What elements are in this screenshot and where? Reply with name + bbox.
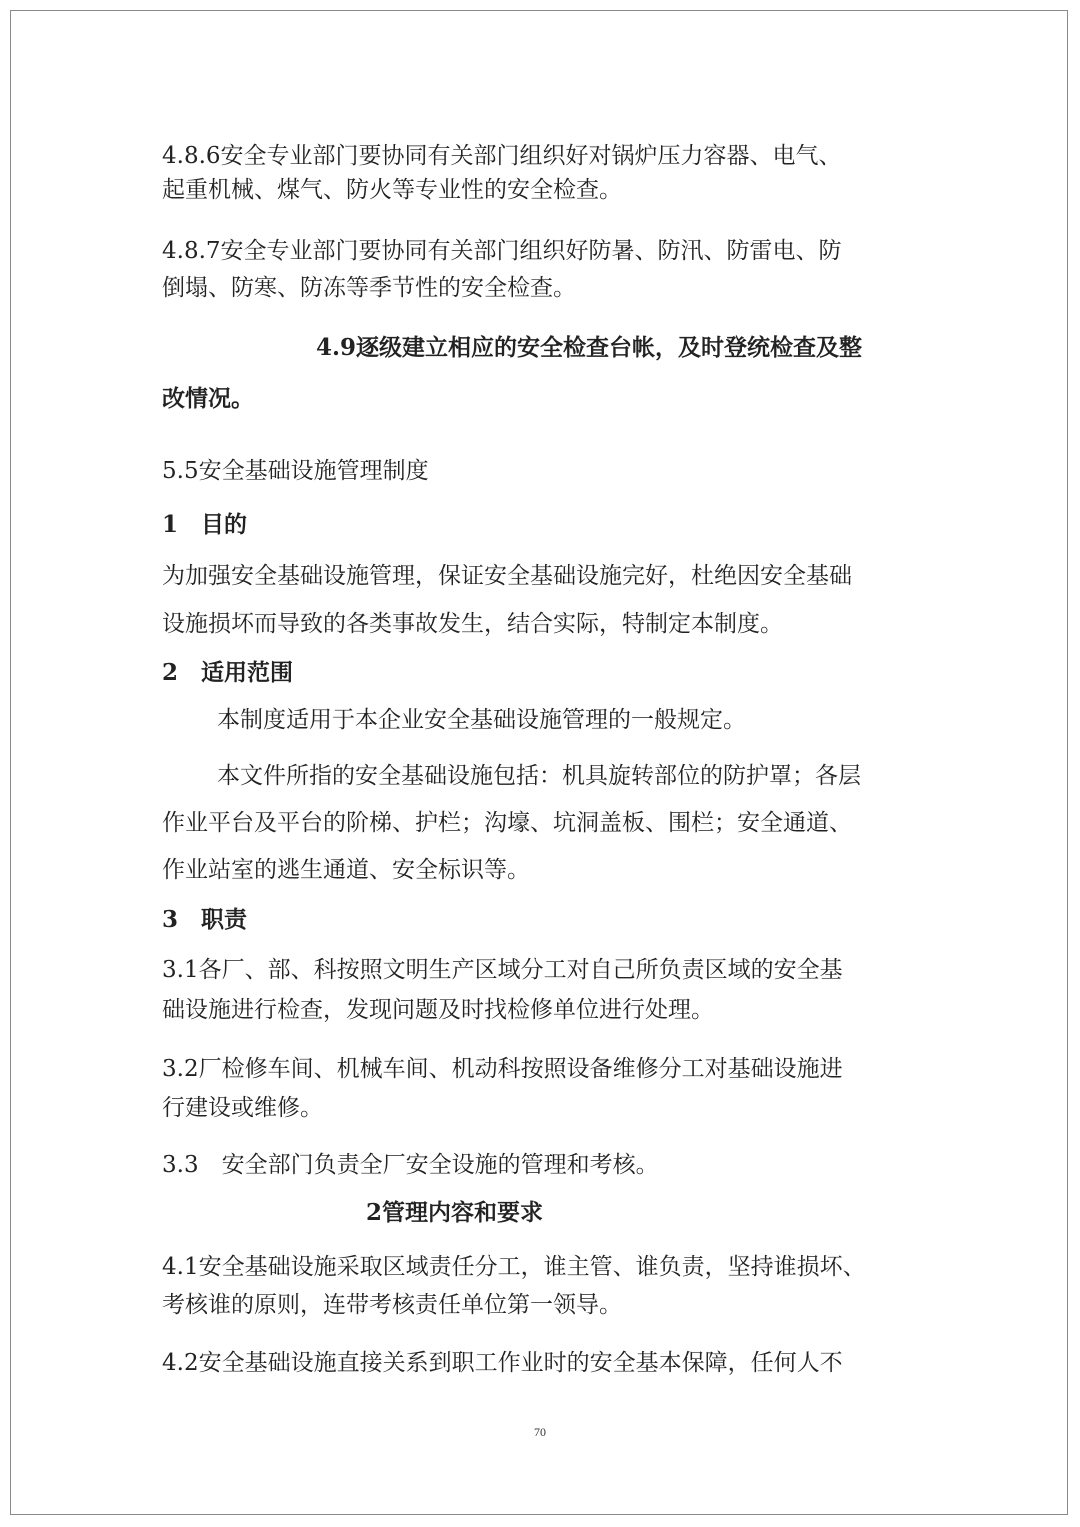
text-line: 3.3 安全部门负责全厂安全设施的管理和考核。 <box>162 1152 659 1178</box>
text-line: 4.8.7安全专业部门要协同有关部门组织好防暑、防汛、防雷电、防 <box>162 238 842 264</box>
text-line: 作业站室的逃生通道、安全标识等。 <box>162 857 530 883</box>
section-title: 5.5安全基础设施管理制度 <box>162 458 429 484</box>
page-number: 70 <box>534 1425 546 1439</box>
text-line: 考核谁的原则，连带考核责任单位第一领导。 <box>162 1292 622 1318</box>
subsection-heading: 1 目的 <box>162 511 248 538</box>
text-line: 为加强安全基础设施管理，保证安全基础设施完好，杜绝因安全基础 <box>162 563 852 589</box>
text-line: 设施损坏而导致的各类事故发生，结合实际，特制定本制度。 <box>162 611 783 637</box>
text-line: 本制度适用于本企业安全基础设施管理的一般规定。 <box>217 707 746 733</box>
subsection-heading: 2 适用范围 <box>162 659 294 686</box>
text-line: 3.1各厂、部、科按照文明生产区域分工对自己所负责区域的安全基 <box>162 957 843 983</box>
text-line: 本文件所指的安全基础设施包括：机具旋转部位的防护罩；各层 <box>217 763 861 789</box>
text-line: 础设施进行检查，发现问题及时找检修单位进行处理。 <box>162 997 714 1023</box>
text-line: 倒塌、防寒、防冻等季节性的安全检查。 <box>162 275 576 301</box>
text-line: 行建设或维修。 <box>162 1095 323 1121</box>
text-line: 4.8.6安全专业部门要协同有关部门组织好对锅炉压力容器、电气、 <box>162 143 842 169</box>
section-heading: 改情况。 <box>162 385 254 412</box>
text-line: 起重机械、煤气、防火等专业性的安全检查。 <box>162 177 622 203</box>
section-heading: 4.9逐级建立相应的安全检查台帐，及时登统检查及整 <box>316 334 863 361</box>
subsection-heading: 3 职责 <box>162 906 248 933</box>
text-line: 4.2安全基础设施直接关系到职工作业时的安全基本保障，任何人不 <box>162 1350 843 1376</box>
text-line: 3.2厂检修车间、机械车间、机动科按照设备维修分工对基础设施进 <box>162 1056 843 1082</box>
text-line: 作业平台及平台的阶梯、护栏；沟壕、坑洞盖板、围栏；安全通道、 <box>162 810 852 836</box>
text-line: 4.1安全基础设施采取区域责任分工，谁主管、谁负责，坚持谁损坏、 <box>162 1254 866 1280</box>
section-heading: 2管理内容和要求 <box>366 1199 544 1226</box>
